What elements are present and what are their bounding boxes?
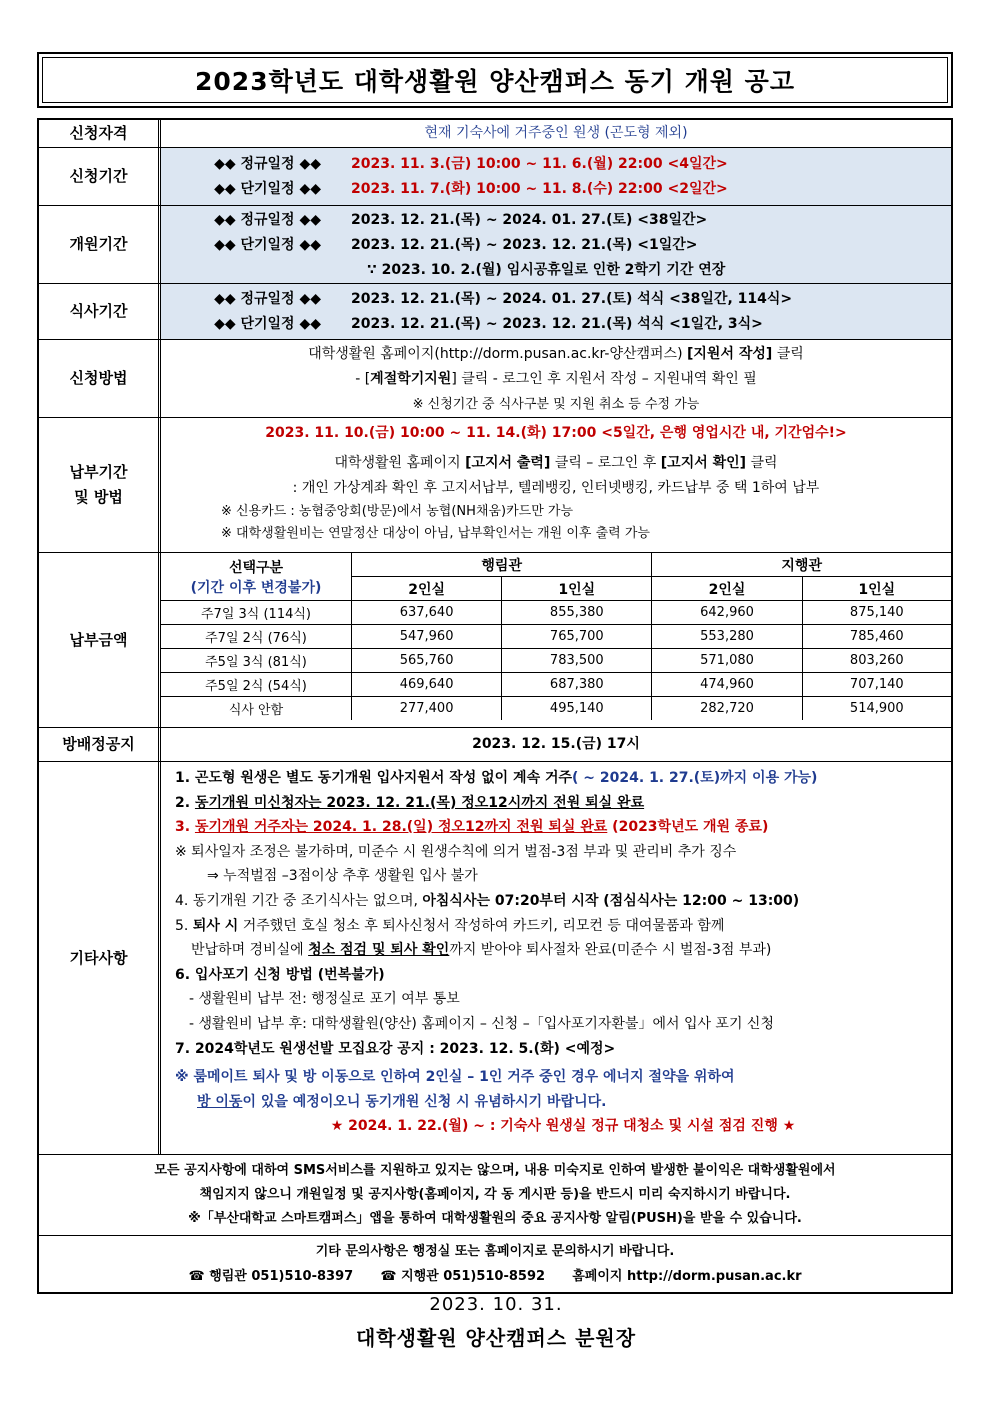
- label-meal-period: 식사기간: [39, 284, 161, 339]
- hall-jihaeng: 지행관: [652, 553, 951, 577]
- etc-note-1: ※ 퇴사일자 조정은 불가하며, 미준수 시 원생수칙에 의거 벌점-3점 부과 및 관리비 추가 징수: [175, 843, 737, 860]
- footer-line-1: 모든 공지사항에 대하여 SMS서비스를 지원하고 있지는 않으며, 내용 미숙지로 인하여 발생한 불이익은 대학생활원에서: [154, 1163, 836, 1178]
- etc-note-2: ⇒ 누적벌점 –3점이상 추후 생활원 입사 불가: [207, 868, 478, 885]
- etc-roommate-notice: ※ 룸메이트 퇴사 및 방 이동으로 인하여 2인실 – 1인 거주 중인 경우 에너지 절약을 위하여: [175, 1069, 735, 1086]
- row-footer-notice: [39, 1155, 951, 1236]
- table-row: 주7일 3식 (114식) 637,640 855,380 642,960 875,140: [161, 601, 951, 625]
- row-eligibility: [39, 120, 951, 148]
- open-regular: ◆◆ 정규일정 ◆◆ 2023. 12. 21.(목) ~ 2024. 01. 27.(토) <38일간>: [214, 212, 708, 228]
- contact-line: [39, 1264, 951, 1289]
- payment-note-1: ※ 신용카드 : 농협중앙회(방문)에서 농협(NH채움)카드만 가능: [221, 504, 573, 519]
- open-note: ∵ 2023. 10. 2.(월) 임시공휴일로 인한 2학기 기간 연장: [367, 262, 726, 278]
- application-short: ◆◆ 단기일정 ◆◆ 2023. 11. 7.(화) 10:00 ~ 11. 8.(수) 22:00 <2일간>: [214, 181, 728, 197]
- etc-item-6-b: - 생활원비 납부 후: 대학생활원(양산) 홈페이지 – 신청 –「입사포기자환불」에서 입사 포기 신청: [189, 1015, 774, 1032]
- payment-line-3: : 개인 가상계좌 확인 후 고지서납부, 텔레뱅킹, 인터넷뱅킹, 카드납부 중 택 1하여 납부: [292, 480, 820, 496]
- etc-cleaning-notice: ★ 2024. 1. 22.(월) ~ : 기숙사 원생실 정규 대청소 및 시설 점검 진행 ★: [330, 1118, 796, 1135]
- homepage-link[interactable]: 홈페이지 http://dorm.pusan.ac.kr: [572, 1269, 802, 1284]
- row-room-notice: [39, 728, 951, 762]
- application-regular: ◆◆ 정규일정 ◆◆ 2023. 11. 3.(금) 10:00 ~ 11. 6.(월) 22:00 <4일간>: [214, 156, 728, 172]
- label-fees: 납부금액: [39, 553, 161, 727]
- col-room1: 1인실: [502, 577, 652, 601]
- row-application-period: [39, 148, 951, 206]
- phone-jihaeng: ☎ 지행관 051)510-8592: [380, 1269, 546, 1284]
- signer: 대학생활원 양산캠퍼스 분원장: [355, 1326, 637, 1350]
- etc-item-5: 5. 퇴사 시 거주했던 호실 청소 후 퇴사신청서 작성하여 카드키, 리모컨 등 대여물품과 함께: [175, 917, 725, 934]
- footer-line-3: ※「부산대학교 스마트캠퍼스」앱을 통하여 대학생활원의 중요 공지사항 알림(PUSH)을 받을 수 있습니다.: [188, 1211, 802, 1226]
- col-room1: 1인실: [802, 577, 951, 601]
- etc-item-7: 7. 2024학년도 원생선발 모집요강 공지 : 2023. 12. 5.(화) <예정>: [175, 1040, 616, 1057]
- row-open-period: [39, 206, 951, 284]
- contact-text: 기타 문의사항은 행정실 또는 홈페이지로 문의하시기 바랍니다.: [315, 1244, 675, 1259]
- col-room2: 2인실: [352, 577, 502, 601]
- hall-haengnim: 행림관: [352, 553, 652, 577]
- meal-short: ◆◆ 단기일정 ◆◆ 2023. 12. 21.(목) ~ 2023. 12. 21.(목) 석식 <1일간, 3식>: [214, 316, 763, 332]
- row-payment: [39, 418, 951, 553]
- open-short: ◆◆ 단기일정 ◆◆ 2023. 12. 21.(목) ~ 2023. 12. 21.(목) <1일간>: [214, 237, 698, 253]
- eligibility-text: 현재 기숙사에 거주중인 원생 (곤도형 제외): [424, 125, 688, 141]
- footer-line-2: 책임지지 않으니 개원일정 및 공지사항(홈페이지, 각 동 게시판 등)을 반드시 미리 숙지하시기 바랍니다.: [199, 1187, 791, 1202]
- label-room-notice: 방배정공지: [39, 728, 161, 761]
- fee-table: [161, 553, 951, 720]
- etc-item-6: 6. 입사포기 신청 방법 (번복불가): [175, 966, 385, 983]
- payment-note-2: ※ 대학생활원비는 연말정산 대상이 아님, 납부확인서는 개원 이후 출력 가능: [221, 526, 650, 541]
- label-method: 신청방법: [39, 340, 161, 417]
- payment-line-2: 대학생활원 홈페이지 [고지서 출력] 클릭 – 로그인 후 [고지서 확인] 클릭: [334, 455, 778, 471]
- etc-item-4: 4. 동기개원 기간 중 조기식사는 없으며, 아침식사는 07:20부터 시작 (점심식사는 12:00 ~ 13:00): [175, 892, 800, 909]
- phone-haengnim: ☎ 행림관 051)510-8397: [188, 1269, 354, 1284]
- table-row: 주7일 2식 (76식) 547,960 765,700 553,280 785,460: [161, 625, 951, 649]
- etc-roommate-notice-cont: 방 이동이 있을 예정이오니 동기개원 신청 시 유념하시기 바랍니다.: [197, 1093, 607, 1110]
- method-line-1: 대학생활원 홈페이지(http://dorm.pusan.ac.kr-양산캠퍼스) [지원서 작성] 클릭: [308, 346, 804, 362]
- meal-regular: ◆◆ 정규일정 ◆◆ 2023. 12. 21.(목) ~ 2024. 01. 27.(토) 석식 <38일간, 114식>: [214, 291, 793, 307]
- table-row: 주5일 3식 (81식) 565,760 783,500 571,080 803,260: [161, 649, 951, 673]
- row-etc: [39, 762, 951, 1155]
- page-title: 2023학년도 대학생활원 양산캠퍼스 동기 개원 공고: [42, 57, 948, 103]
- method-note: ※ 신청기간 중 식사구분 및 지원 취소 등 수정 가능: [412, 397, 700, 412]
- table-row: 주5일 2식 (54식) 469,640 687,380 474,960 707,140: [161, 673, 951, 697]
- notice-date: 2023. 10. 31.: [429, 1294, 563, 1315]
- title-box: [37, 52, 953, 108]
- etc-item-6-a: - 생활원비 납부 전: 행정실로 포기 여부 통보: [189, 991, 460, 1008]
- notice-table: [37, 118, 953, 1294]
- label-eligibility: 신청자격: [39, 120, 161, 147]
- fee-select-header: 선택구분 (기간 이후 변경불가): [161, 553, 352, 601]
- row-method: [39, 340, 951, 418]
- table-row: 식사 안함 277,400 495,140 282,720 514,900: [161, 697, 951, 721]
- label-open-period: 개원기간: [39, 206, 161, 283]
- label-etc: 기타사항: [39, 762, 161, 1154]
- col-room2: 2인실: [652, 577, 802, 601]
- etc-item-2: 2. 동기개원 미신청자는 2023. 12. 21.(목) 정오12시까지 전원 퇴실 완료: [175, 794, 645, 811]
- etc-item-5-cont: 반납하며 경비실에 청소 점검 및 퇴사 확인까지 받아야 퇴사절차 완료(미준수 시 벌점-3점 부과): [191, 942, 772, 959]
- row-meal-period: [39, 284, 951, 340]
- etc-item-1: 1. 곤도형 원생은 별도 동기개원 입사지원서 작성 없이 계속 거주( ~ 2024. 1. 27.(토)까지 이용 가능): [175, 770, 818, 786]
- label-payment: 납부기간 및 방법: [39, 418, 161, 552]
- method-line-2: - [계절학기지원] 클릭 - 로그인 후 지원서 작성 – 지원내역 확인 필: [355, 371, 757, 387]
- row-contact: [39, 1236, 951, 1292]
- room-notice-value: 2023. 12. 15.(금) 17시: [472, 736, 640, 752]
- row-fees: [39, 553, 951, 728]
- etc-item-3: 3. 동기개원 거주자는 2024. 1. 28.(일) 정오12까지 전원 퇴실 완료 (2023학년도 개원 종료): [175, 819, 769, 836]
- payment-period: 2023. 11. 10.(금) 10:00 ~ 11. 14.(화) 17:00 <5일간, 은행 영업시간 내, 기간엄수!>: [265, 425, 847, 441]
- label-application-period: 신청기간: [39, 148, 161, 205]
